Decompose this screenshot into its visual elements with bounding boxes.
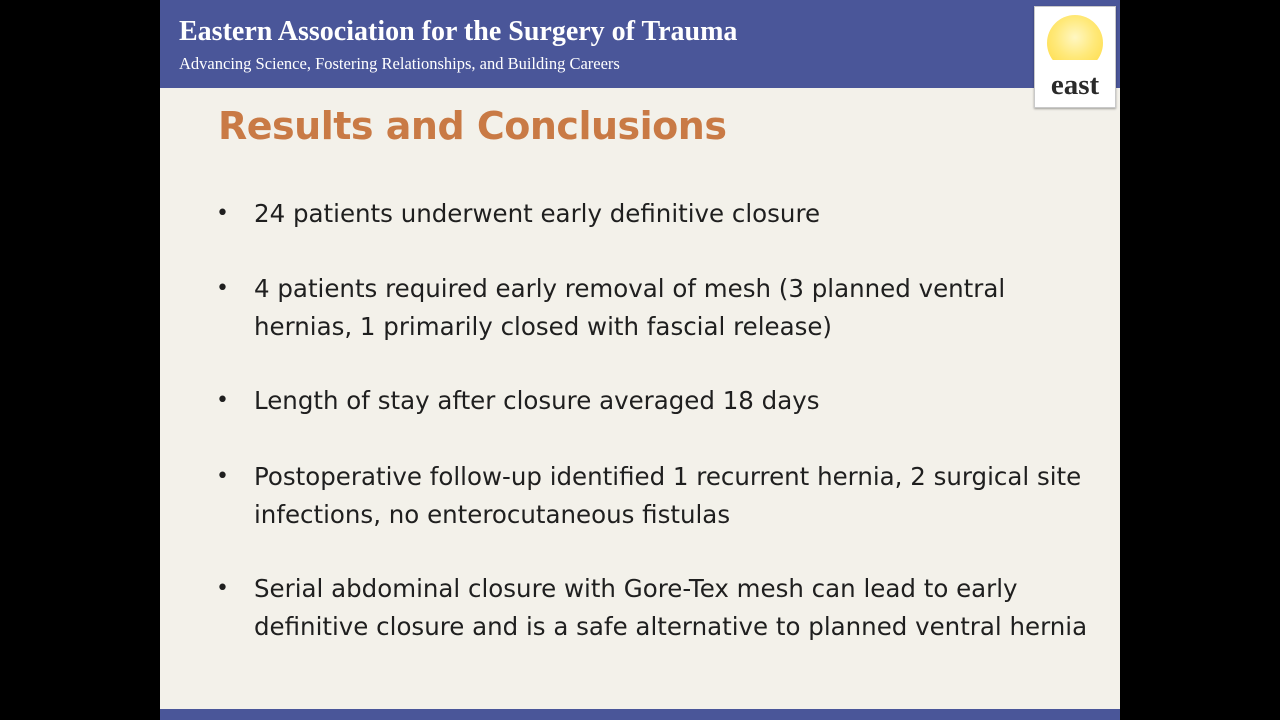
bullet-item: • Serial abdominal closure with Gore-Tex mesh can lead to early definitive closure and is a safe alternative to planned ventral hernia	[216, 570, 1096, 645]
bullet-item: • Postoperative follow-up identified 1 recurrent hernia, 2 surgical site infections, no enterocutaneous fistulas	[216, 458, 1096, 533]
organization-tagline: Advancing Science, Fostering Relationships, and Building Careers	[179, 54, 620, 73]
organization-title: Eastern Association for the Surgery of Trauma	[179, 16, 738, 47]
presentation-slide	[160, 0, 1120, 720]
logo-text: east	[1050, 69, 1100, 101]
bullet-item: • 4 patients required early removal of mesh (3 planned ventral hernias, 1 primarily closed with fascial release)	[216, 270, 1096, 345]
footer-bar	[160, 709, 1120, 720]
bullet-item: • 24 patients underwent early definitive closure	[216, 195, 820, 233]
east-logo	[1034, 6, 1116, 108]
slide-title: Results and Conclusions	[218, 104, 727, 148]
bullet-item: • Length of stay after closure averaged 18 days	[216, 382, 820, 420]
slide-header	[160, 0, 1120, 88]
